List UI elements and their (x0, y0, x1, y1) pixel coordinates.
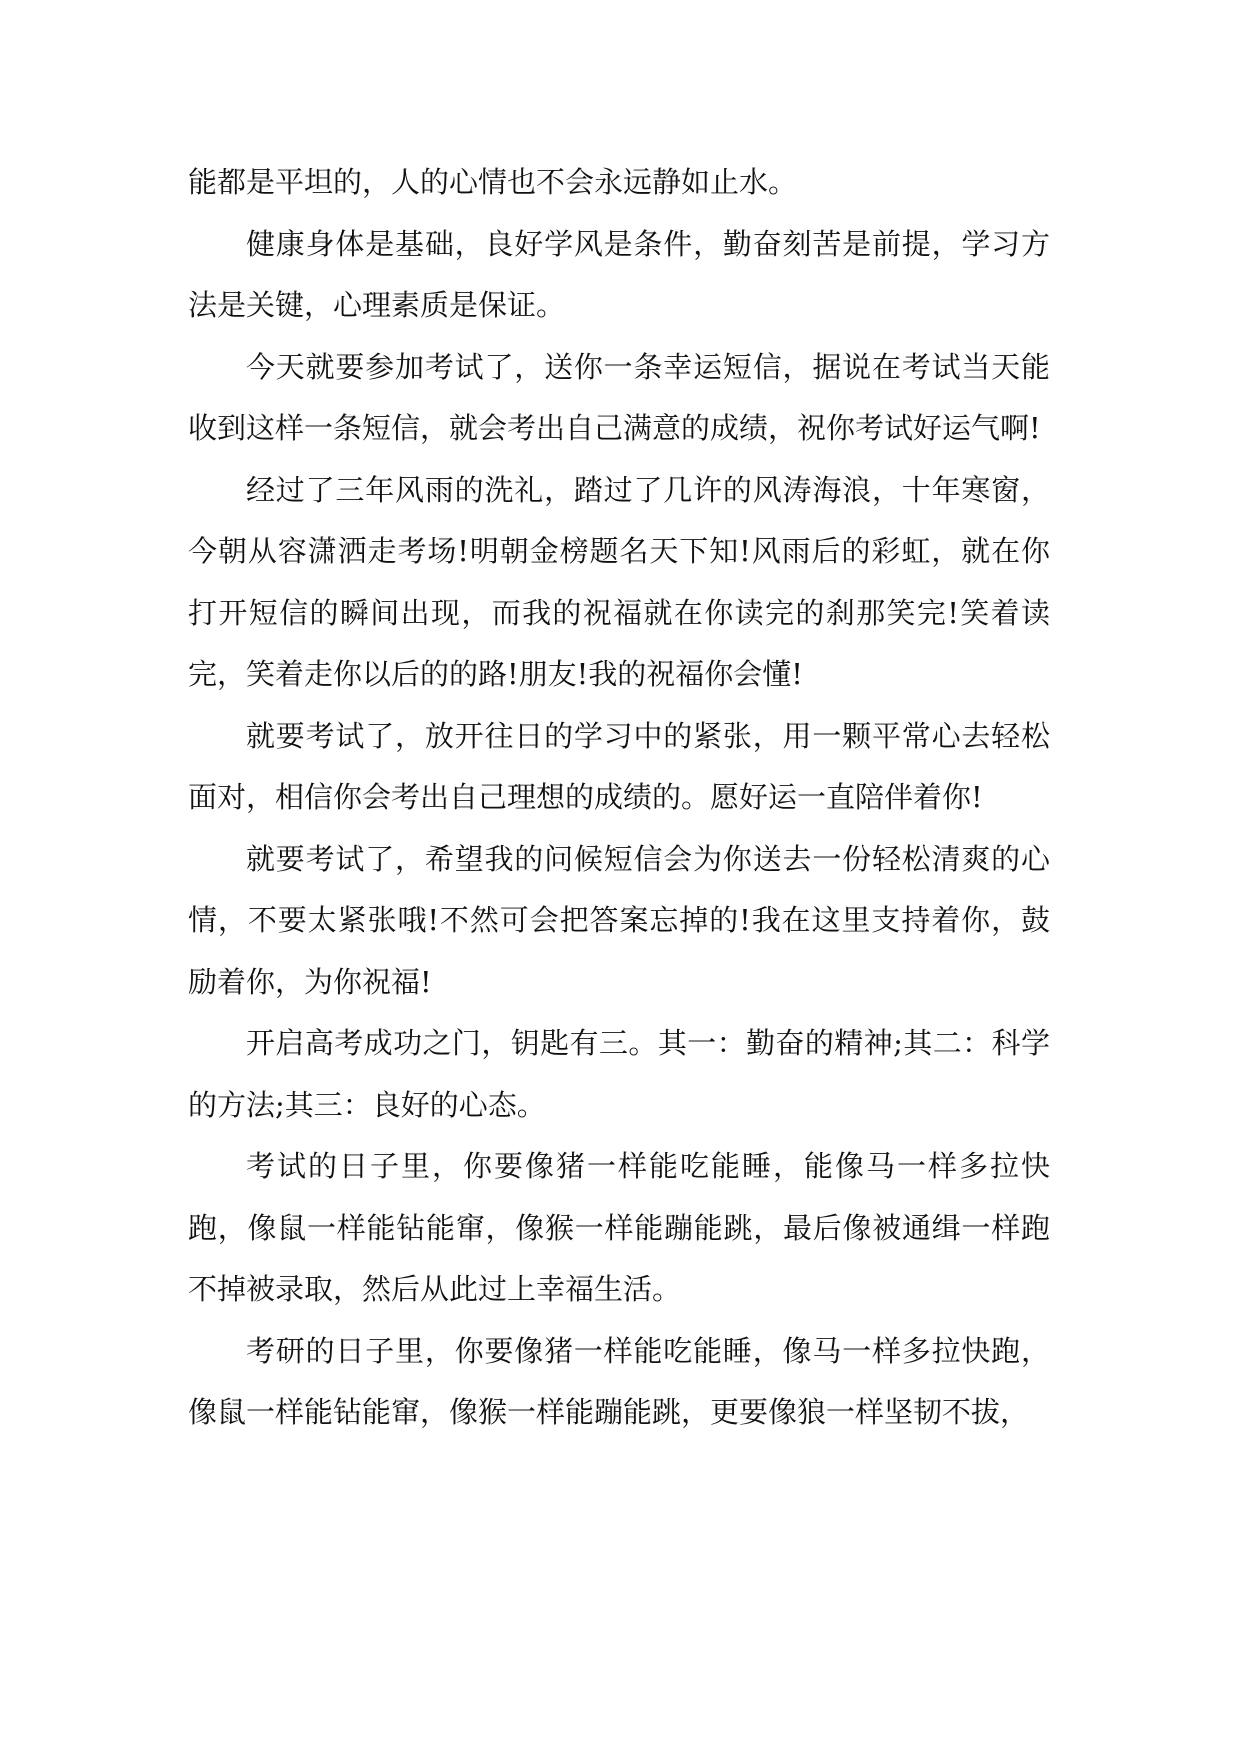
paragraph-5: 就要考试了，放开往日的学习中的紧张，用一颗平常心去轻松面对，相信你会考出自己理想的成绩的。愿好运一直陪伴着你! (188, 718, 1050, 814)
paragraph-9: 考研的日子里，你要像猪一样能吃能睡，像马一样多拉快跑，像鼠一样能钻能窜，像猴一样能蹦能跳，更要像狼一样坚韧不拔， (188, 1333, 1050, 1429)
paragraph-2: 健康身体是基础，良好学风是条件，勤奋刻苦是前提，学习方法是关键，心理素质是保证。 (188, 226, 1050, 322)
paragraph-3: 今天就要参加考试了，送你一条幸运短信，据说在考试当天能收到这样一条短信，就会考出自己满意的成绩，祝你考试好运气啊! (188, 349, 1050, 445)
paragraph-4: 经过了三年风雨的洗礼，踏过了几许的风涛海浪，十年寒窗，今朝从容潇洒走考场!明朝金榜题名天下知!风雨后的彩虹，就在你打开短信的瞬间出现，而我的祝福就在你读完的刹那笑完!笑着读完，笑着走你以后的的路!朋友!我的祝福你会懂! (188, 472, 1050, 691)
paragraph-8: 考试的日子里，你要像猪一样能吃能睡，能像马一样多拉快跑，像鼠一样能钻能窜，像猴一样能蹦能跳，最后像被通缉一样跑不掉被录取，然后从此过上幸福生活。 (188, 1149, 1050, 1306)
paragraph-7: 开启高考成功之门，钥匙有三。其一：勤奋的精神;其二：科学的方法;其三：良好的心态。 (188, 1026, 1050, 1122)
paragraph-6: 就要考试了，希望我的问候短信会为你送去一份轻松清爽的心情，不要太紧张哦!不然可会把答案忘掉的!我在这里支持着你，鼓励着你，为你祝福! (188, 841, 1050, 999)
document-body (188, 152, 1050, 1444)
paragraph-1: 能都是平坦的，人的心情也不会永远静如止水。 (188, 165, 798, 199)
